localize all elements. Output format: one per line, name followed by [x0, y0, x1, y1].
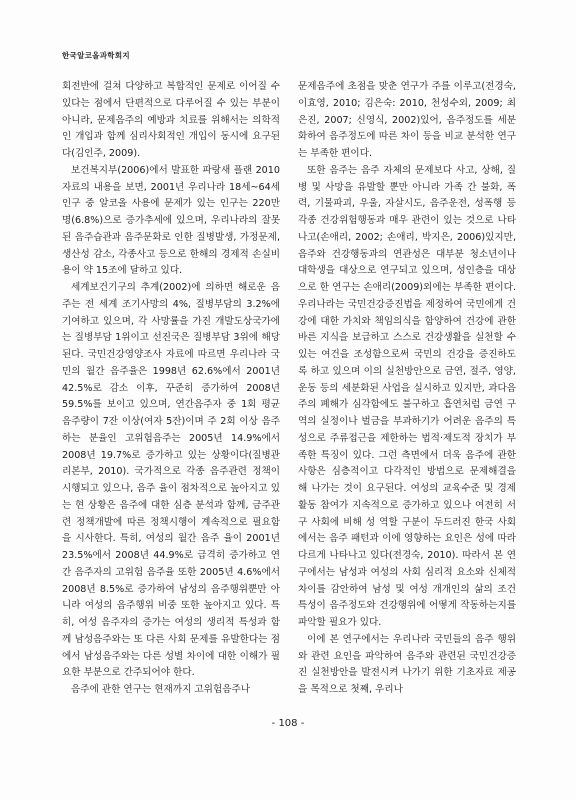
journal-header: 한국알코올과학회지	[62, 51, 130, 60]
paragraph: 문제음주에 초점을 맞춘 연구가 주를 이루고(전경숙, 이효영, 2010; 김은숙: 2010, 천성수외, 2009; 최은진, 2007; 신영식, 2002)있어, 음주정도를 세분화하여 음주정도에 따른 차이 등을 비교 분석한 연구는 부족한 편이다.	[298, 81, 516, 159]
right-column	[298, 79, 516, 699]
paragraph: 보건복지부(2006)에서 발표한 파랑새 플랜 2010 자료의 내용을 보면, 2001년 우리나라 18세~64세 인구 중 알코올 사용에 문제가 있는 인구는 220만 명(6.8%)으로 증가추세에 있으며, 우리나라의 잘못된 음주습관과 음주문화로 인한 질병발생, 가정문제, 생산성 감소, 각종사고 등으로 한해의 경제적 손실비용이 약 15조에 달하고 있다.	[62, 164, 280, 277]
paragraph: 회전반에 걸쳐 다양하고 복합적인 문제로 이어질 수 있다는 점에서 단편적으로 다루어질 수 있는 부분이 아니라, 문제음주의 예방과 치료를 위해서는 의학적인 개입과 함께 심리사회적인 개입이 동시에 요구된다(김인주, 2009).	[62, 81, 280, 159]
paragraph: 세계보건기구의 추계(2002)에 의하면 해로운 음주는 전 세계 조기사망의 4%, 질병부담의 3.2%에 기여하고 있으며, 각 사망률을 가진 개발도상국가에는 질병부담 1위이고 선진국은 질병부담 3위에 해당된다. 국민건강영양조사 자료에 따르면 우리나라 국민의 월간 음주율은 1998년 62.6%에서 2001년 42.5%로 감소 이후, 꾸준히 증가하여 2008년 59.5%를 보이고 있으며, 연간음주자 중 1회 평균 음주량이 7잔 이상(여자 5잔)이며 주 2회 이상 음주하는 분율인 고위험음주는 2005년 14.9%에서 2008년 19.7%로 증가하고 있는 상황이다(질병관리본부, 2010). 국가적으로 각종 음주관련 정책이 시행되고 있으나, 음주 율이 점차적으로 높아지고 있는 현 상황은 음주에 대한 심층 분석과 함께, 금주관련 정책개발에 따른 정책시행이 계속적으로 필요함을 시사한다. 특히, 여성의 월간 음주 율이 2001년 23.5%에서 2008년 44.9%로 급격히 증가하고 연간 음주자의 고위험 음주율 또한 2005년 4.6%에서 2008년 8.5%로 증가하여 남성의 음주행위뿐만 아니라 여성의 음주행위 비중 또한 높아지고 있다. 특히, 여성 음주자의 증가는 여성의 생리적 특성과 함께 남성음주와는 또 다른 사회 문제를 유발한다는 점에서 남성음주와는 다른 성별 차이에 대한 이해가 필요한 부분으로 간주되어야 한다.	[62, 282, 280, 679]
left-column	[62, 79, 280, 699]
paragraph: 또한 음주는 음주 자체의 문제보다 사고, 상해, 질병 및 사망을 유발할 뿐만 아니라 가족 간 불화, 폭력, 기물파괴, 우울, 자살시도, 음주운전, 성폭행 등 각종 건강위험행동과 매우 관련이 있는 것으로 나타나고(손애리, 2002; 손애리, 박지은, 2006)있지만, 음주와 건강행동과의 연관성은 대부분 청소년이나 대학생을 대상으로 연구되고 있으며, 성인층을 대상으로 한 연구는 손애리(2009)외에는 부족한 편이다. 우리나라는 국민건강증진법을 제정하여 국민에게 건강에 대한 가치와 책임의식을 함양하여 건강에 관한 바른 지식을 보급하고 스스로 건강생활을 실천할 수 있는 여건을 조성함으로써 국민의 건강을 증진하도록 하고 있으며 이의 실천방안으로 금연, 절주, 영양, 운동 등의 세분화된 사업을 실시하고 있지만, 과다음주의 폐해가 심각함에도 불구하고 흡연처럼 금연 구역의 실정이나 벌금을 부과하기가 어려운 음주의 특성으로 주류접근을 제한하는 법적·제도적 장치가 부족한 특징이 있다. 그런 측면에서 더욱 음주에 관한 사항은 심층적이고 다각적인 방법으로 문제해결을 해 나가는 것이 요구된다. 여성의 교육수준 및 경제활동 참여가 지속적으로 증가하고 있으나 여전히 서구 사회에 비해 성 역할 구분이 두드러진 한국 사회에서는 음주 패턴과 이에 영향하는 요인은 성에 따라 다르게 나타나고 있다(전경숙, 2010). 따라서 본 연구에서는 남성과 여성의 사회 심리적 요소와 신체적 차이를 감안하여 남성 및 여성 개개인의 삶의 조건 특성이 음주정도와 건강행위에 어떻게 작동하는지를 파악할 필요가 있다.	[298, 164, 516, 628]
paragraph: 이에 본 연구에서는 우리나라 국민들의 음주 행위와 관련 요인을 파악하여 음주와 관련된 국민건강증진 실천방안을 발전시켜 나가기 위한 기초자료 제공을 목적으로 첫째, 우리나	[298, 633, 516, 695]
page-number: - 108 -	[271, 718, 305, 729]
paragraph: 음주에 관한 연구는 현재까지 고위험음주나	[71, 684, 251, 695]
